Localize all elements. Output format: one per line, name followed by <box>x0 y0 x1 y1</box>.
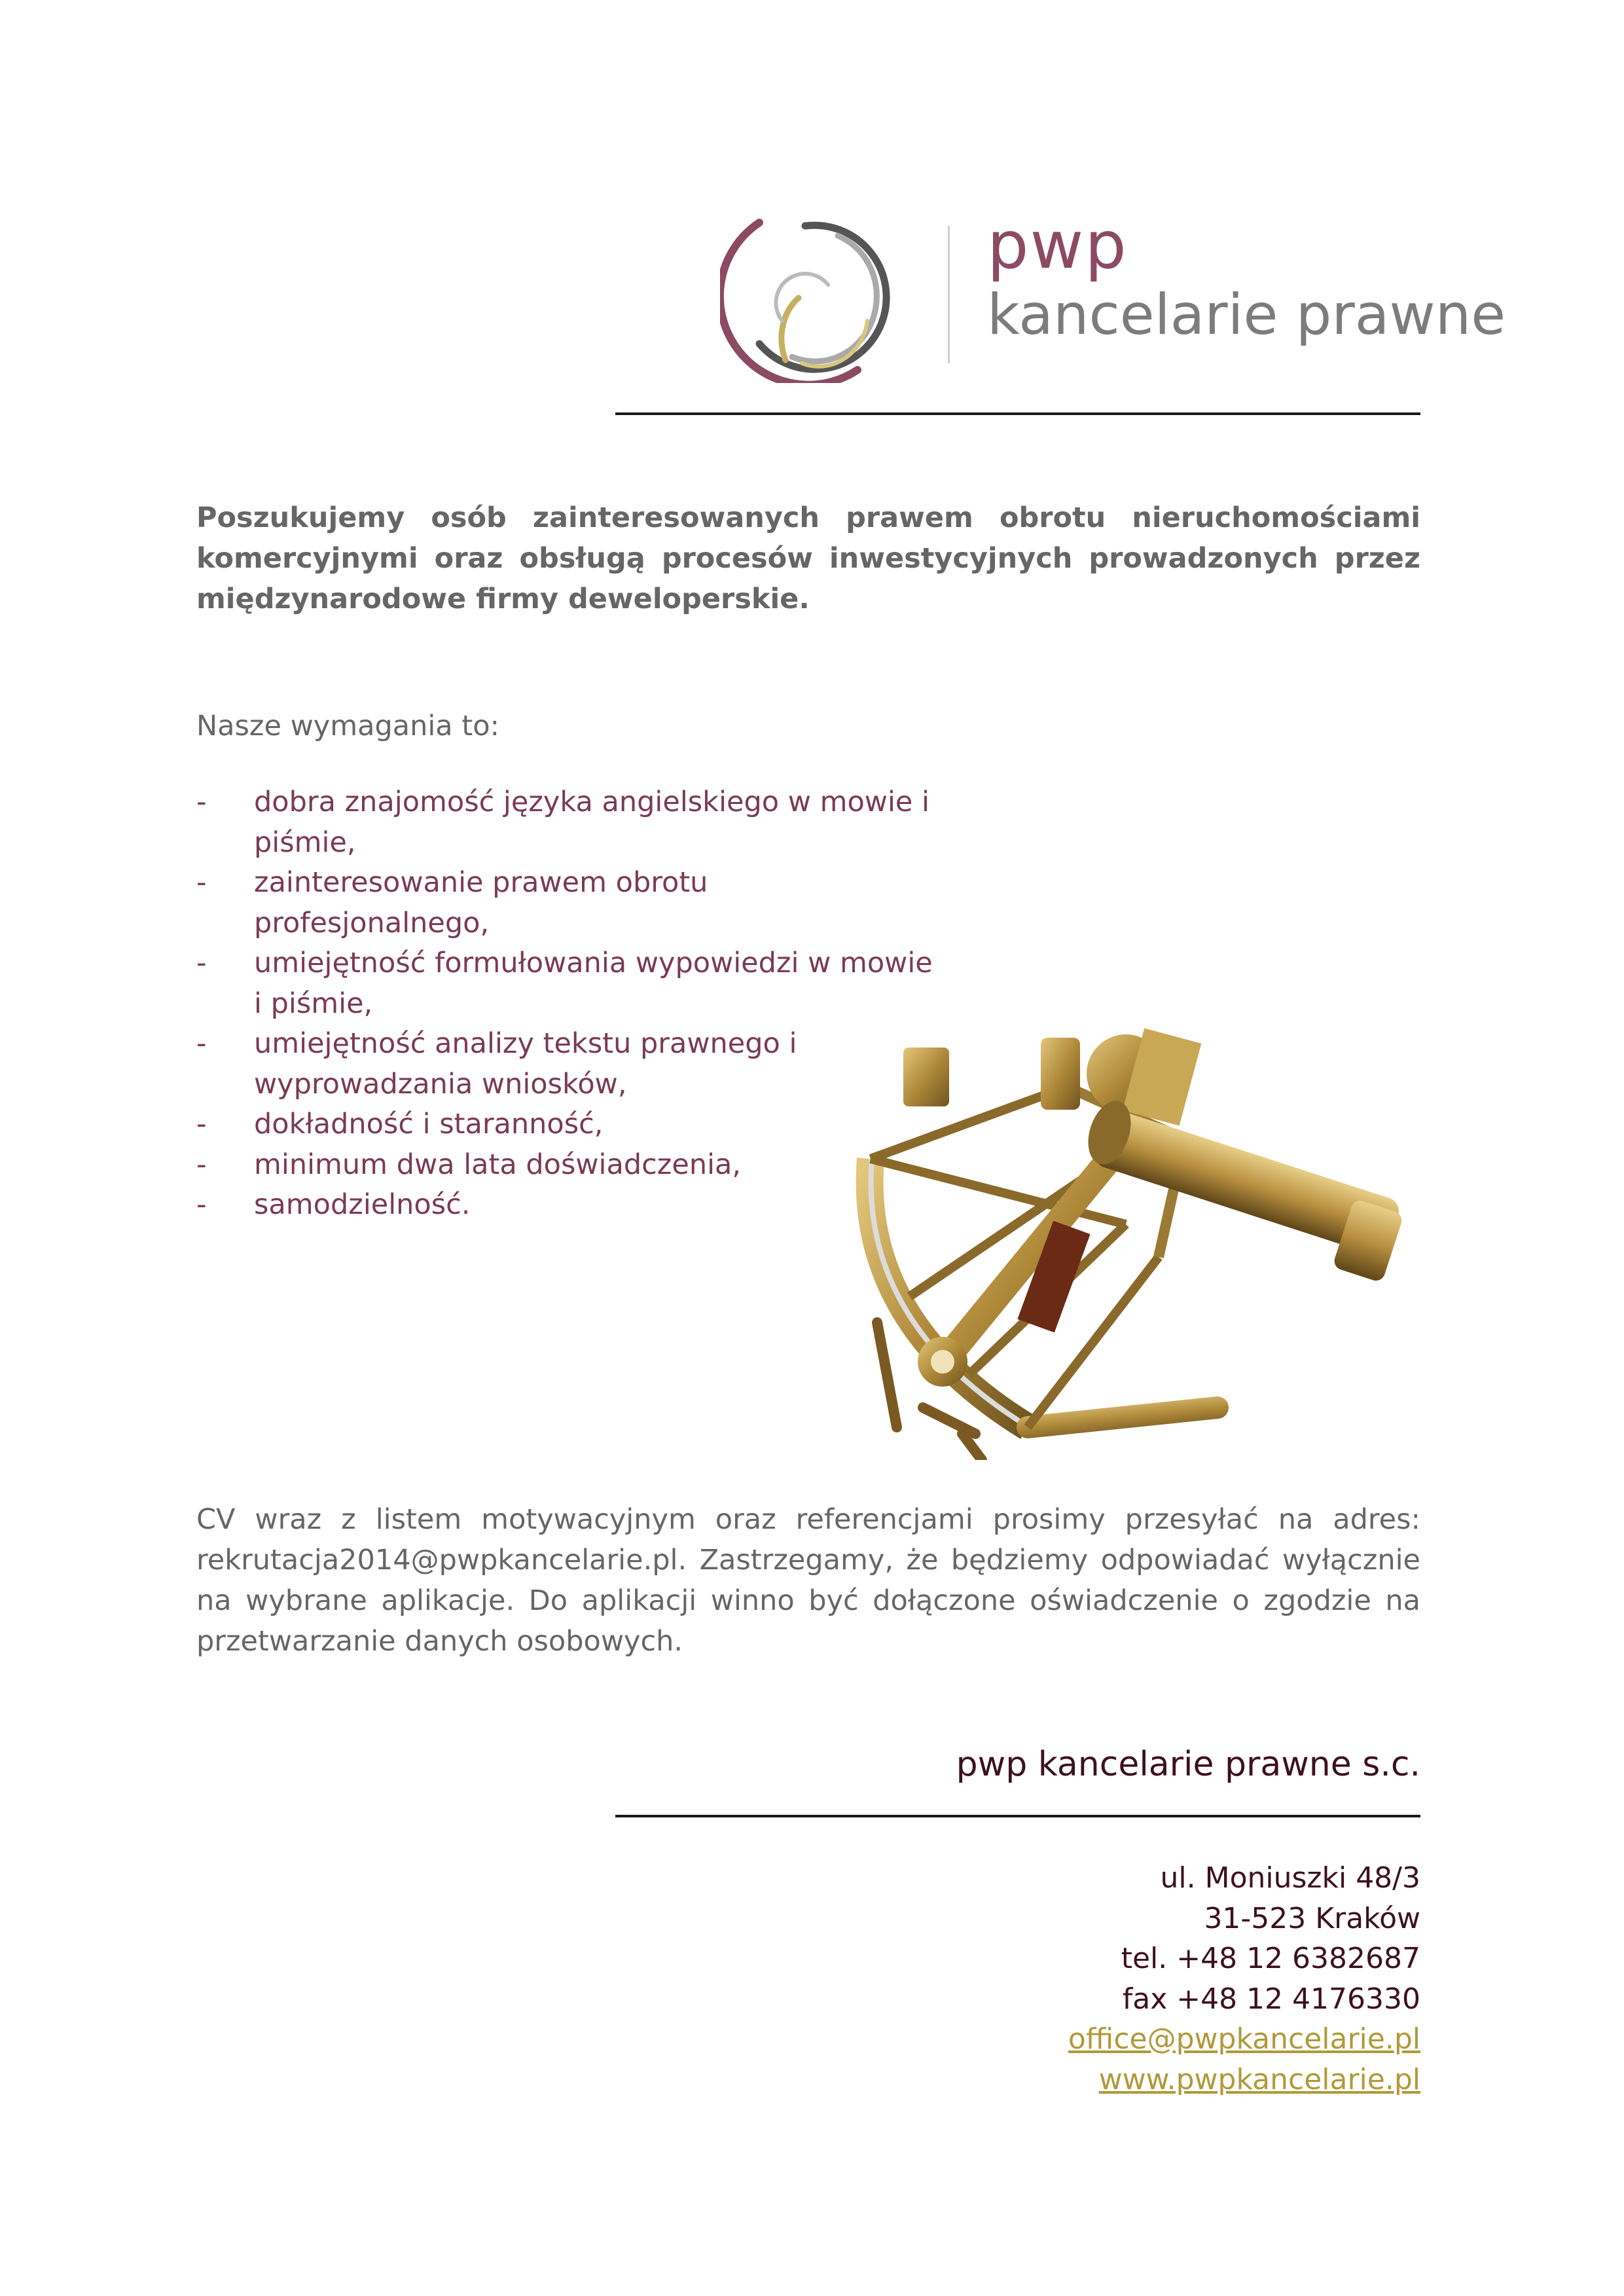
contact-block <box>1068 1858 1420 2100</box>
sextant-icon <box>818 1008 1427 1460</box>
firm-name: pwp kancelarie prawne s.c. <box>956 1745 1420 1784</box>
logo-divider <box>948 226 950 363</box>
bullet-dash: - <box>196 786 207 818</box>
bullet-dash: - <box>196 947 207 979</box>
requirement-item <box>196 782 949 863</box>
requirement-text: umiejętność formułowania wypowiedzi w mowie i piśmie, <box>254 947 933 1020</box>
bullet-dash: - <box>196 1148 207 1181</box>
requirement-text: samodzielność. <box>254 1188 471 1221</box>
logo-subtitle: kancelarie prawne <box>987 282 1506 348</box>
bullet-dash: - <box>196 866 207 899</box>
header-divider-line <box>615 412 1420 415</box>
requirement-text: dobra znajomość języka angielskiego w mowie i piśmie, <box>254 786 929 859</box>
requirement-text: umiejętność analizy tekstu prawnego i wyprowadzania wniosków, <box>254 1027 797 1101</box>
address-city: 31-523 Kraków <box>1204 1901 1420 1935</box>
website-link[interactable]: www.pwpkancelarie.pl <box>1098 2062 1420 2096</box>
requirement-text: zainteresowanie prawem obrotu profesjonalnego, <box>254 866 708 939</box>
fax-number: fax +48 12 4176330 <box>1122 1982 1420 2016</box>
email-link[interactable]: office@pwpkancelarie.pl <box>1068 2022 1420 2056</box>
intro-paragraph: Poszukujemy osób zainteresowanych prawem obrotu nieruchomościami komercyjnymi oraz obsługą procesów inwestycyjnych prowadzonych przez międzynarodowe firmy deweloperskie. <box>196 501 1420 615</box>
address-street: ul. Moniuszki 48/3 <box>1160 1861 1420 1895</box>
requirements-heading: Nasze wymagania to: <box>196 710 499 742</box>
footer-divider-line <box>615 1815 1420 1817</box>
application-instructions: CV wraz z listem motywacyjnym oraz referencjami prosimy przesyłać na adres: rekrutacja2014@pwpkancelarie.pl. Zastrzegamy, że będziemy odpowiadać wyłącznie na wybrane aplikacje. Do aplikacji winno być dołączone oświadczenie o zgodzie na przetwarzanie danych osobowych. <box>196 1503 1420 1658</box>
bullet-dash: - <box>196 1027 207 1060</box>
requirement-text: dokładność i staranność, <box>254 1108 604 1140</box>
bullet-dash: - <box>196 1108 207 1140</box>
swirl-logo-icon <box>720 206 897 383</box>
phone-number: tel. +48 12 6382687 <box>1121 1942 1420 1975</box>
requirement-text: minimum dwa lata doświadczenia, <box>254 1148 742 1181</box>
requirement-item <box>196 863 949 943</box>
bullet-dash: - <box>196 1188 207 1221</box>
logo-pwp-text: pwp <box>987 207 1128 283</box>
